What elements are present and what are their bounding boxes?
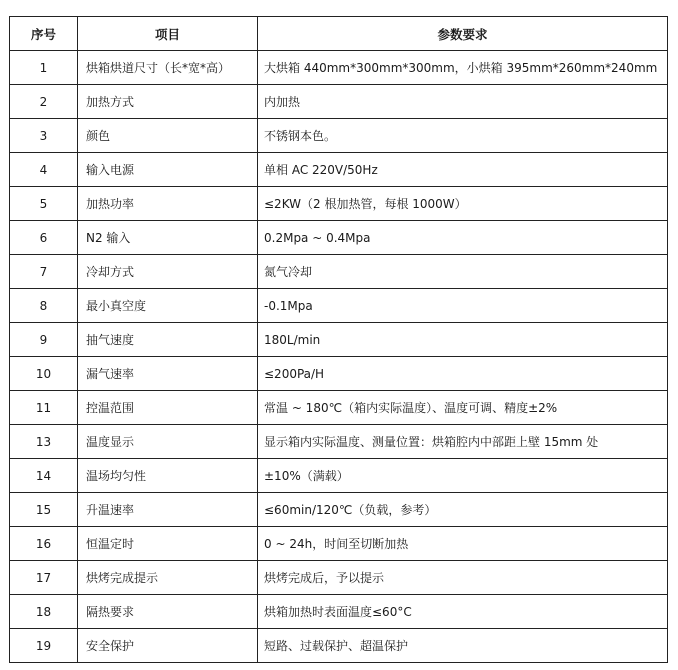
row-no: 16 [10, 527, 78, 561]
table-row [10, 391, 668, 425]
row-item: 恒温定时 [78, 527, 258, 561]
table-row [10, 493, 668, 527]
row-no: 18 [10, 595, 78, 629]
table-row [10, 323, 668, 357]
row-no: 7 [10, 255, 78, 289]
row-item: 升温速率 [78, 493, 258, 527]
row-requirement: 单相 AC 220V/50Hz [258, 153, 668, 187]
table-row [10, 425, 668, 459]
table-row [10, 187, 668, 221]
row-no: 11 [10, 391, 78, 425]
row-item: 控温范围 [78, 391, 258, 425]
table-row [10, 85, 668, 119]
row-requirement: 短路、过载保护、超温保护 [258, 629, 668, 663]
row-no: 6 [10, 221, 78, 255]
row-item: 温度显示 [78, 425, 258, 459]
table-row [10, 255, 668, 289]
row-item: 抽气速度 [78, 323, 258, 357]
row-no: 14 [10, 459, 78, 493]
row-requirement: 内加热 [258, 85, 668, 119]
row-item: 隔热要求 [78, 595, 258, 629]
table-row [10, 357, 668, 391]
row-item: 温场均匀性 [78, 459, 258, 493]
row-no: 2 [10, 85, 78, 119]
table-row [10, 595, 668, 629]
table-header-row [10, 17, 668, 51]
row-requirement: 大烘箱 440mm*300mm*300mm，小烘箱 395mm*260mm*240mm [258, 51, 668, 85]
row-no: 3 [10, 119, 78, 153]
row-no: 15 [10, 493, 78, 527]
header-no: 序号 [10, 17, 78, 51]
row-item: 加热功率 [78, 187, 258, 221]
row-requirement: ±10%（满载） [258, 459, 668, 493]
header-requirement: 参数要求 [258, 17, 668, 51]
table-row [10, 221, 668, 255]
row-requirement: ≤60min/120℃（负载，参考） [258, 493, 668, 527]
row-requirement: ≤200Pa/H [258, 357, 668, 391]
table-row [10, 561, 668, 595]
table-row [10, 629, 668, 663]
row-item: 输入电源 [78, 153, 258, 187]
row-no: 1 [10, 51, 78, 85]
row-requirement: 烘箱加热时表面温度≤60°C [258, 595, 668, 629]
table-row [10, 51, 668, 85]
row-item: 安全保护 [78, 629, 258, 663]
row-requirement: 不锈钢本色。 [258, 119, 668, 153]
row-item: 烘箱烘道尺寸（长*宽*高） [78, 51, 258, 85]
row-requirement: ≤2KW（2 根加热管，每根 1000W） [258, 187, 668, 221]
row-item: 漏气速率 [78, 357, 258, 391]
row-no: 19 [10, 629, 78, 663]
row-item: 颜色 [78, 119, 258, 153]
table-row [10, 153, 668, 187]
spec-table [9, 16, 668, 663]
row-item: N2 输入 [78, 221, 258, 255]
table-row [10, 119, 668, 153]
row-no: 9 [10, 323, 78, 357]
table-row [10, 289, 668, 323]
row-requirement: 显示箱内实际温度、测量位置：烘箱腔内中部距上壁 15mm 处 [258, 425, 668, 459]
row-item: 烘烤完成提示 [78, 561, 258, 595]
table-row [10, 459, 668, 493]
row-requirement: 常温 ~ 180℃（箱内实际温度）、温度可调、精度±2% [258, 391, 668, 425]
header-item: 项目 [78, 17, 258, 51]
row-item: 冷却方式 [78, 255, 258, 289]
row-requirement: -0.1Mpa [258, 289, 668, 323]
row-requirement: 180L/min [258, 323, 668, 357]
row-requirement: 烘烤完成后，予以提示 [258, 561, 668, 595]
table-row [10, 527, 668, 561]
row-no: 17 [10, 561, 78, 595]
row-no: 8 [10, 289, 78, 323]
row-requirement: 0.2Mpa ~ 0.4Mpa [258, 221, 668, 255]
row-no: 5 [10, 187, 78, 221]
row-item: 加热方式 [78, 85, 258, 119]
row-requirement: 氮气冷却 [258, 255, 668, 289]
row-no: 10 [10, 357, 78, 391]
row-requirement: 0 ~ 24h，时间至切断加热 [258, 527, 668, 561]
row-no: 13 [10, 425, 78, 459]
row-no: 4 [10, 153, 78, 187]
row-item: 最小真空度 [78, 289, 258, 323]
